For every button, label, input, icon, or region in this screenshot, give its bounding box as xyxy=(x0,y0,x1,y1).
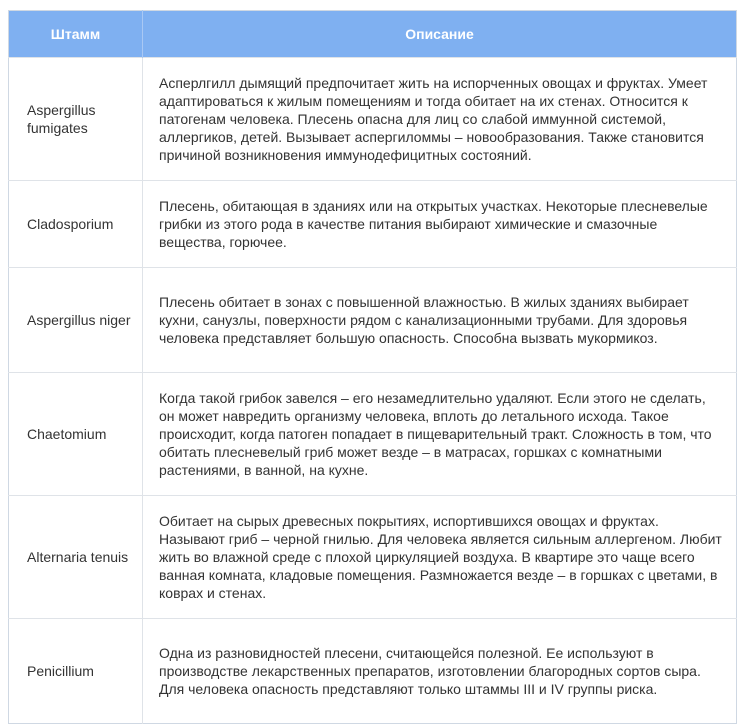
table-header xyxy=(9,11,737,58)
table-row xyxy=(9,373,737,496)
strain-name: Chaetomium xyxy=(9,373,143,496)
strain-name: Penicillium xyxy=(9,619,143,724)
strain-name: Alternaria tenuis xyxy=(9,496,143,619)
table-row xyxy=(9,619,737,724)
header-row xyxy=(9,11,737,58)
strain-description: Плесень, обитающая в зданиях или на открытых участках. Некоторые плесневелые грибки из этого рода в качестве питания выбирают химические и смазочные вещества, горючее. xyxy=(143,181,737,268)
strain-name: Aspergillus fumigates xyxy=(9,58,143,181)
mold-strains-table-container xyxy=(8,10,736,724)
table-row xyxy=(9,58,737,181)
table-row xyxy=(9,496,737,619)
strain-description: Одна из разновидностей плесени, считающейся полезной. Ее используют в производстве лекарственных препаратов, изготовлении благородных сортов сыра. Для человека опасность представляют только штаммы III и IV группы риска. xyxy=(143,619,737,724)
table-body xyxy=(9,58,737,724)
strain-name: Aspergillus niger xyxy=(9,268,143,373)
strain-description: Когда такой грибок завелся – его незамедлительно удаляют. Если этого не сделать, он может навредить организму человека, вплоть до летального исхода. Такое происходит, когда патоген попадает в пищеварительный тракт. Сложность в том, что обитать плесневелый гриб может везде – в матрасах, горшках с комнатными растениями, в ванной, на кухне. xyxy=(143,373,737,496)
strain-name: Cladosporium xyxy=(9,181,143,268)
strain-description: Обитает на сырых древесных покрытиях, испортившихся овощах и фруктах. Называют гриб – черной гнилью. Для человека является сильным аллергеном. Любит жить во влажной среде с плохой циркуляцией воздуха. В квартире это чаще всего ванная комната, кладовые помещения. Размножается везде – в горшках с цветами, в коврах и стенах. xyxy=(143,496,737,619)
strain-description: Плесень обитает в зонах с повышенной влажностью. В жилых зданиях выбирает кухни, санузлы, поверхности рядом с канализационными трубами. Для здоровья человека представляет большую опасность. Способна вызвать мукормикоз. xyxy=(143,268,737,373)
table-row xyxy=(9,268,737,373)
header-description: Описание xyxy=(143,11,737,58)
table-row xyxy=(9,181,737,268)
mold-strains-table xyxy=(8,10,737,724)
header-strain: Штамм xyxy=(9,11,143,58)
strain-description: Асперлгилл дымящий предпочитает жить на испорченных овощах и фруктах. Умеет адаптироваться к жилым помещениям и тогда обитает на их стенах. Относится к патогенам человека. Плесень опасна для лиц со слабой иммунной системой, аллергиков, детей. Вызывает аспергиломмы – новообразования. Также становится причиной возникновения иммунодефицитных состояний. xyxy=(143,58,737,181)
